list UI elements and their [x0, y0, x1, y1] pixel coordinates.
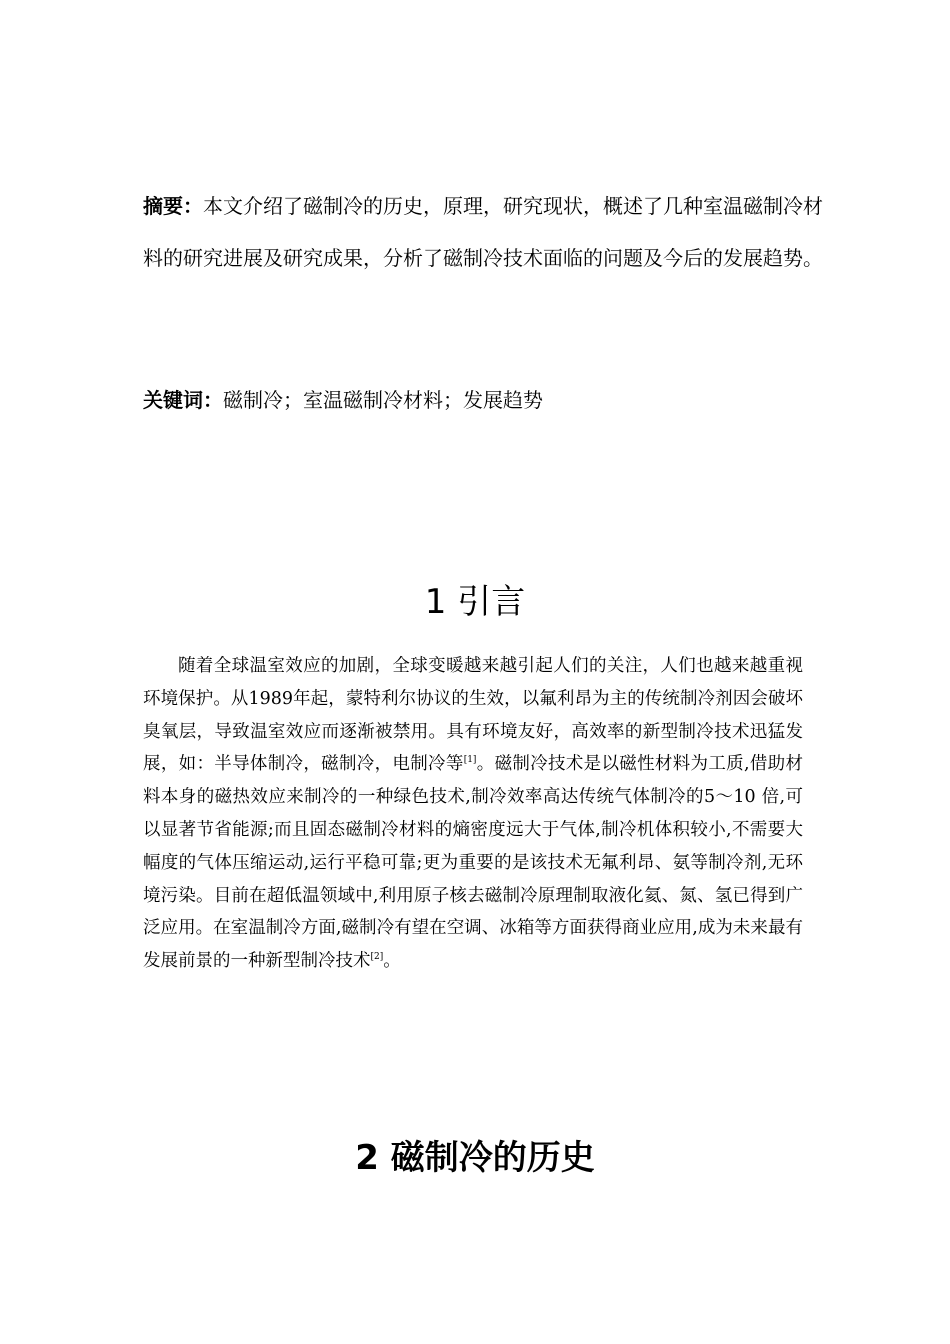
abstract-label: 摘要： [143, 194, 203, 218]
abstract-text: 本文介绍了磁制冷的历史，原理，研究现状，概述了几种室温磁制冷材料的研究进展及研究成果，分析了磁制冷技术面临的问题及今后的发展趋势。 [143, 194, 823, 270]
section-2-heading: 2 磁制冷的历史 [355, 1138, 595, 1178]
citation-2: [2] [370, 952, 384, 963]
section-1-paragraph [143, 650, 803, 978]
keywords-label: 关键词： [143, 388, 223, 412]
section-1-text-part3: 。 [383, 951, 401, 972]
section-1-heading: 1 引言 [424, 582, 526, 622]
citation-1: [1] [463, 755, 477, 766]
keywords-paragraph [143, 374, 823, 426]
keywords-text: 磁制冷；室温磁制冷材料；发展趋势 [223, 388, 543, 412]
section-1-text-part1: 随着全球温室效应的加剧，全球变暖越来越引起人们的关注，人们也越来越重视环境保护。从1989年起，蒙特利尔协议的生效，以氟利昂为主的传统制冷剂因会破坏臭氧层，导致温室效应而逐渐被禁用。具有环境友好，高效率的新型制冷技术迅猛发展，如：半导体制冷，磁制冷，电制冷等 [143, 656, 803, 775]
abstract-paragraph [143, 180, 823, 284]
section-1-text-part2: 。磁制冷技术是以磁性材料为工质,借助材料本身的磁热效应来制冷的一种绿色技术,制冷效率高达传统气体制冷的5～10 倍,可以显著节省能源;而且固态磁制冷材料的熵密度远大于气体,制冷机体积较小,不需要大幅度的气体压缩运动,运行平稳可靠;更为重要的是该技术无氟利昂、氨等制冷剂,无环境污染。目前在超低温领域中,利用原子核去磁制冷原理制取液化氦、氮、氢已得到广泛应用。在室温制冷方面,磁制冷有望在空调、冰箱等方面获得商业应用,成为未来最有发展前景的一种新型制冷技术 [143, 754, 804, 972]
